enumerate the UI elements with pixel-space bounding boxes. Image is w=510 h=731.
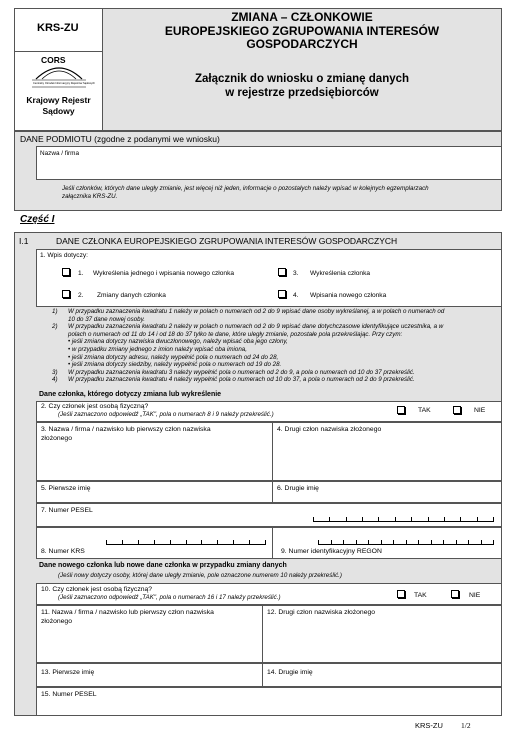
instruction-text: • jeśli zmiana dotyczy siedziby, należy wypełnić pola o numerach od 19 do 28. <box>68 361 282 369</box>
instruction-line <box>52 361 502 369</box>
entity-note-line2: załącznika KRS-ZU. <box>62 193 118 200</box>
old-member-heading: Dane członka, którego dotyczy zmiana lub wykreślenie <box>39 391 222 398</box>
form-title-line2: EUROPEJSKIEGO ZGRUPOWANIA INTERESÓW <box>164 24 440 38</box>
option-1-checkbox[interactable] <box>62 268 70 276</box>
option-2-number: 2. <box>78 292 84 299</box>
instruction-line <box>52 331 502 339</box>
instruction-line <box>52 316 502 324</box>
logo-text: CORS <box>41 55 66 65</box>
field-4-label: 4. Drugi człon nazwiska złożonego <box>277 426 382 433</box>
option-3-label: Wykreślenia członka <box>310 270 371 277</box>
field-10-nie-label: NIE <box>469 592 481 599</box>
field-15-label: 15. Numer PESEL <box>41 691 97 698</box>
form-subtitle-line2: w rejestrze przedsiębiorców <box>225 87 379 99</box>
instruction-text: W przypadku zaznaczenia kwadratu 3 należy wypełnić pola o numerach od 2 do 9, a pola o numerach od 10 do 37 przekreślić. <box>68 368 415 376</box>
field-15-input[interactable] <box>36 687 502 716</box>
option-4-number: 4. <box>293 292 299 299</box>
option-4-checkbox[interactable] <box>278 290 286 298</box>
registry-name-line2: Sądowy <box>42 106 75 116</box>
instruction-number: 2) <box>52 323 58 331</box>
option-3-number: 3. <box>293 270 299 277</box>
instruction-number <box>52 361 68 369</box>
field-2-label: 2. Czy członek jest osobą fizyczną? <box>41 403 149 410</box>
instruction-text: • jeśli zmiana dotyczy adresu, należy wypełnić pola o numerach od 24 do 28, <box>68 353 279 361</box>
instruction-number <box>52 354 68 362</box>
field-11-label-line2: złożonego <box>41 618 72 625</box>
field-10-note: (Jeśli zaznaczono odpowiedź „TAK", pola o numerach 16 i 17 należy przekreślić.) <box>58 594 281 601</box>
footer-code: KRS-ZU <box>415 721 443 730</box>
new-member-heading: Dane nowego członka lub nowe dane członka w przypadku zmiany danych <box>39 562 287 569</box>
instruction-line <box>52 354 502 362</box>
field-3-label-line1: 3. Nazwa / firma / nazwisko lub pierwszy człon nazwiska <box>41 426 211 433</box>
field-14-label: 14. Drugie imię <box>267 669 313 676</box>
field-10-tak-checkbox[interactable] <box>397 590 405 598</box>
option-1-label: Wykreślenia jednego i wpisania nowego członka <box>93 270 235 277</box>
field-2-tak-label: TAK <box>418 407 431 414</box>
instruction-number: 1) <box>52 308 58 315</box>
field-10-tak-label: TAK <box>414 592 427 599</box>
instruction-number <box>52 316 68 324</box>
instruction-number <box>52 331 68 339</box>
instruction-text: W przypadku zaznaczenia kwadratu 4 należy wypełnić pola o numerach od 10 do 37, a pola o numerach od 2 do 9 przekreślić. <box>68 376 415 384</box>
form-title-line3: GOSPODARCZYCH <box>246 37 358 51</box>
entity-name-field[interactable] <box>36 146 502 180</box>
field-5-label: 5. Pierwsze imię <box>41 485 91 492</box>
registry-name-line1: Krajowy Rejestr <box>26 95 91 105</box>
instruction-line <box>52 308 502 316</box>
instructions-list <box>52 308 502 384</box>
new-member-note: (Jeśli nowy dotyczy osoby, której dane uległy zmianie, pole oznaczone numerem 10 należy przekreślić.) <box>58 572 342 579</box>
field-6-label: 6. Drugie imię <box>277 485 319 492</box>
form-code: KRS-ZU <box>37 22 79 34</box>
field-2-tak-checkbox[interactable] <box>397 406 405 414</box>
option-2-label: Zmiany danych członka <box>97 292 166 299</box>
instruction-line <box>52 346 502 354</box>
field-2-nie-checkbox[interactable] <box>453 406 461 414</box>
part-title: Część I <box>20 214 55 225</box>
field-8-label: 8. Numer KRS <box>41 548 85 555</box>
field-10-nie-checkbox[interactable] <box>451 590 459 598</box>
instruction-line <box>52 369 502 377</box>
instruction-line <box>52 338 502 346</box>
option-4-label: Wpisania nowego członka <box>310 292 387 299</box>
field-1-label: 1. Wpis dotyczy: <box>40 252 89 259</box>
option-2-checkbox[interactable] <box>62 290 70 298</box>
instruction-text: 10 do 37 dane nowej osoby. <box>68 315 145 323</box>
field-2-nie-label: NIE <box>474 407 486 414</box>
krs-comb-8[interactable] <box>106 540 266 545</box>
field-3-label-line2: złożonego <box>41 435 72 442</box>
instruction-text: W przypadku zaznaczenia kwadratu 1 należy w polach o numerach od 2 do 9 wpisać dane osoby wykreślanej, a w polach o numerach od <box>68 308 445 315</box>
option-3-checkbox[interactable] <box>278 268 286 276</box>
entity-note-line1: Jeśli członków, których dane uległy zmianie, jest więcej niż jeden, informacje o pozostałych należy wpisać w kolejnych egzemplarzach <box>62 185 429 192</box>
entity-data-heading: DANE PODMIOTU (zgodne z podanymi we wniosku) <box>20 134 220 144</box>
regon-comb-9[interactable] <box>318 540 494 545</box>
instruction-text: • w przypadku zmiany jednego z imion należy wpisać oba imiona, <box>68 345 247 353</box>
field-10-label: 10. Czy członek jest osobą fizyczną? <box>41 586 153 593</box>
form-subtitle-line1: Załącznik do wniosku o zmianę danych <box>194 73 410 85</box>
footer-page: 1/2 <box>461 721 471 730</box>
section-number: I.1 <box>19 236 29 246</box>
logo-small-text: Centralny Ośrodek Informacyjny Rejestrów Sądowych <box>33 82 95 85</box>
instruction-number: 4) <box>52 376 58 384</box>
field-7-label: 7. Numer PESEL <box>41 507 93 514</box>
pesel-comb-7[interactable] <box>313 517 494 522</box>
instruction-number: 3) <box>52 368 58 376</box>
field-7-input[interactable] <box>36 503 502 527</box>
entity-name-label: Nazwa / firma <box>40 150 80 157</box>
field-9-label: 9. Numer identyfikacyjny REGON <box>281 548 382 555</box>
instruction-line <box>52 323 502 331</box>
instruction-number <box>52 346 68 354</box>
field-2-note: (Jeśli zaznaczono odpowiedź „TAK", pola o numerach 8 i 9 należy przekreślić.) <box>58 411 274 418</box>
form-title-line1: ZMIANA – CZŁONKOWIE <box>231 10 373 24</box>
field-13-label: 13. Pierwsze imię <box>41 669 95 676</box>
field-11-label-line1: 11. Nazwa / firma / nazwisko lub pierwszy człon nazwiska <box>41 609 214 616</box>
instruction-text: polach o numerach od 11 do 14 i od 18 do 37 tylko te dane, które uległy zmianie, pozostałe pola przekreślając. Przy czym: <box>68 330 403 338</box>
instruction-number <box>52 338 68 346</box>
instruction-text: • jeśli zmiana dotyczy nazwiska dwuczłonowego, należy wpisać oba jego człony, <box>68 338 288 346</box>
section-title: DANE CZŁONKA EUROPEJSKIEGO ZGRUPOWANIA INTERESÓW GOSPODARCZYCH <box>56 236 398 246</box>
instruction-line <box>52 376 502 384</box>
option-1-number: 1. <box>78 270 84 277</box>
field-12-label: 12. Drugi człon nazwiska złożonego <box>267 609 376 616</box>
instruction-text: W przypadku zaznaczenia kwadratu 2 należy w polach o numerach od 2 do 9 wpisać dane dotychczasowe identyfikujące uczestnika, a w <box>68 323 444 331</box>
